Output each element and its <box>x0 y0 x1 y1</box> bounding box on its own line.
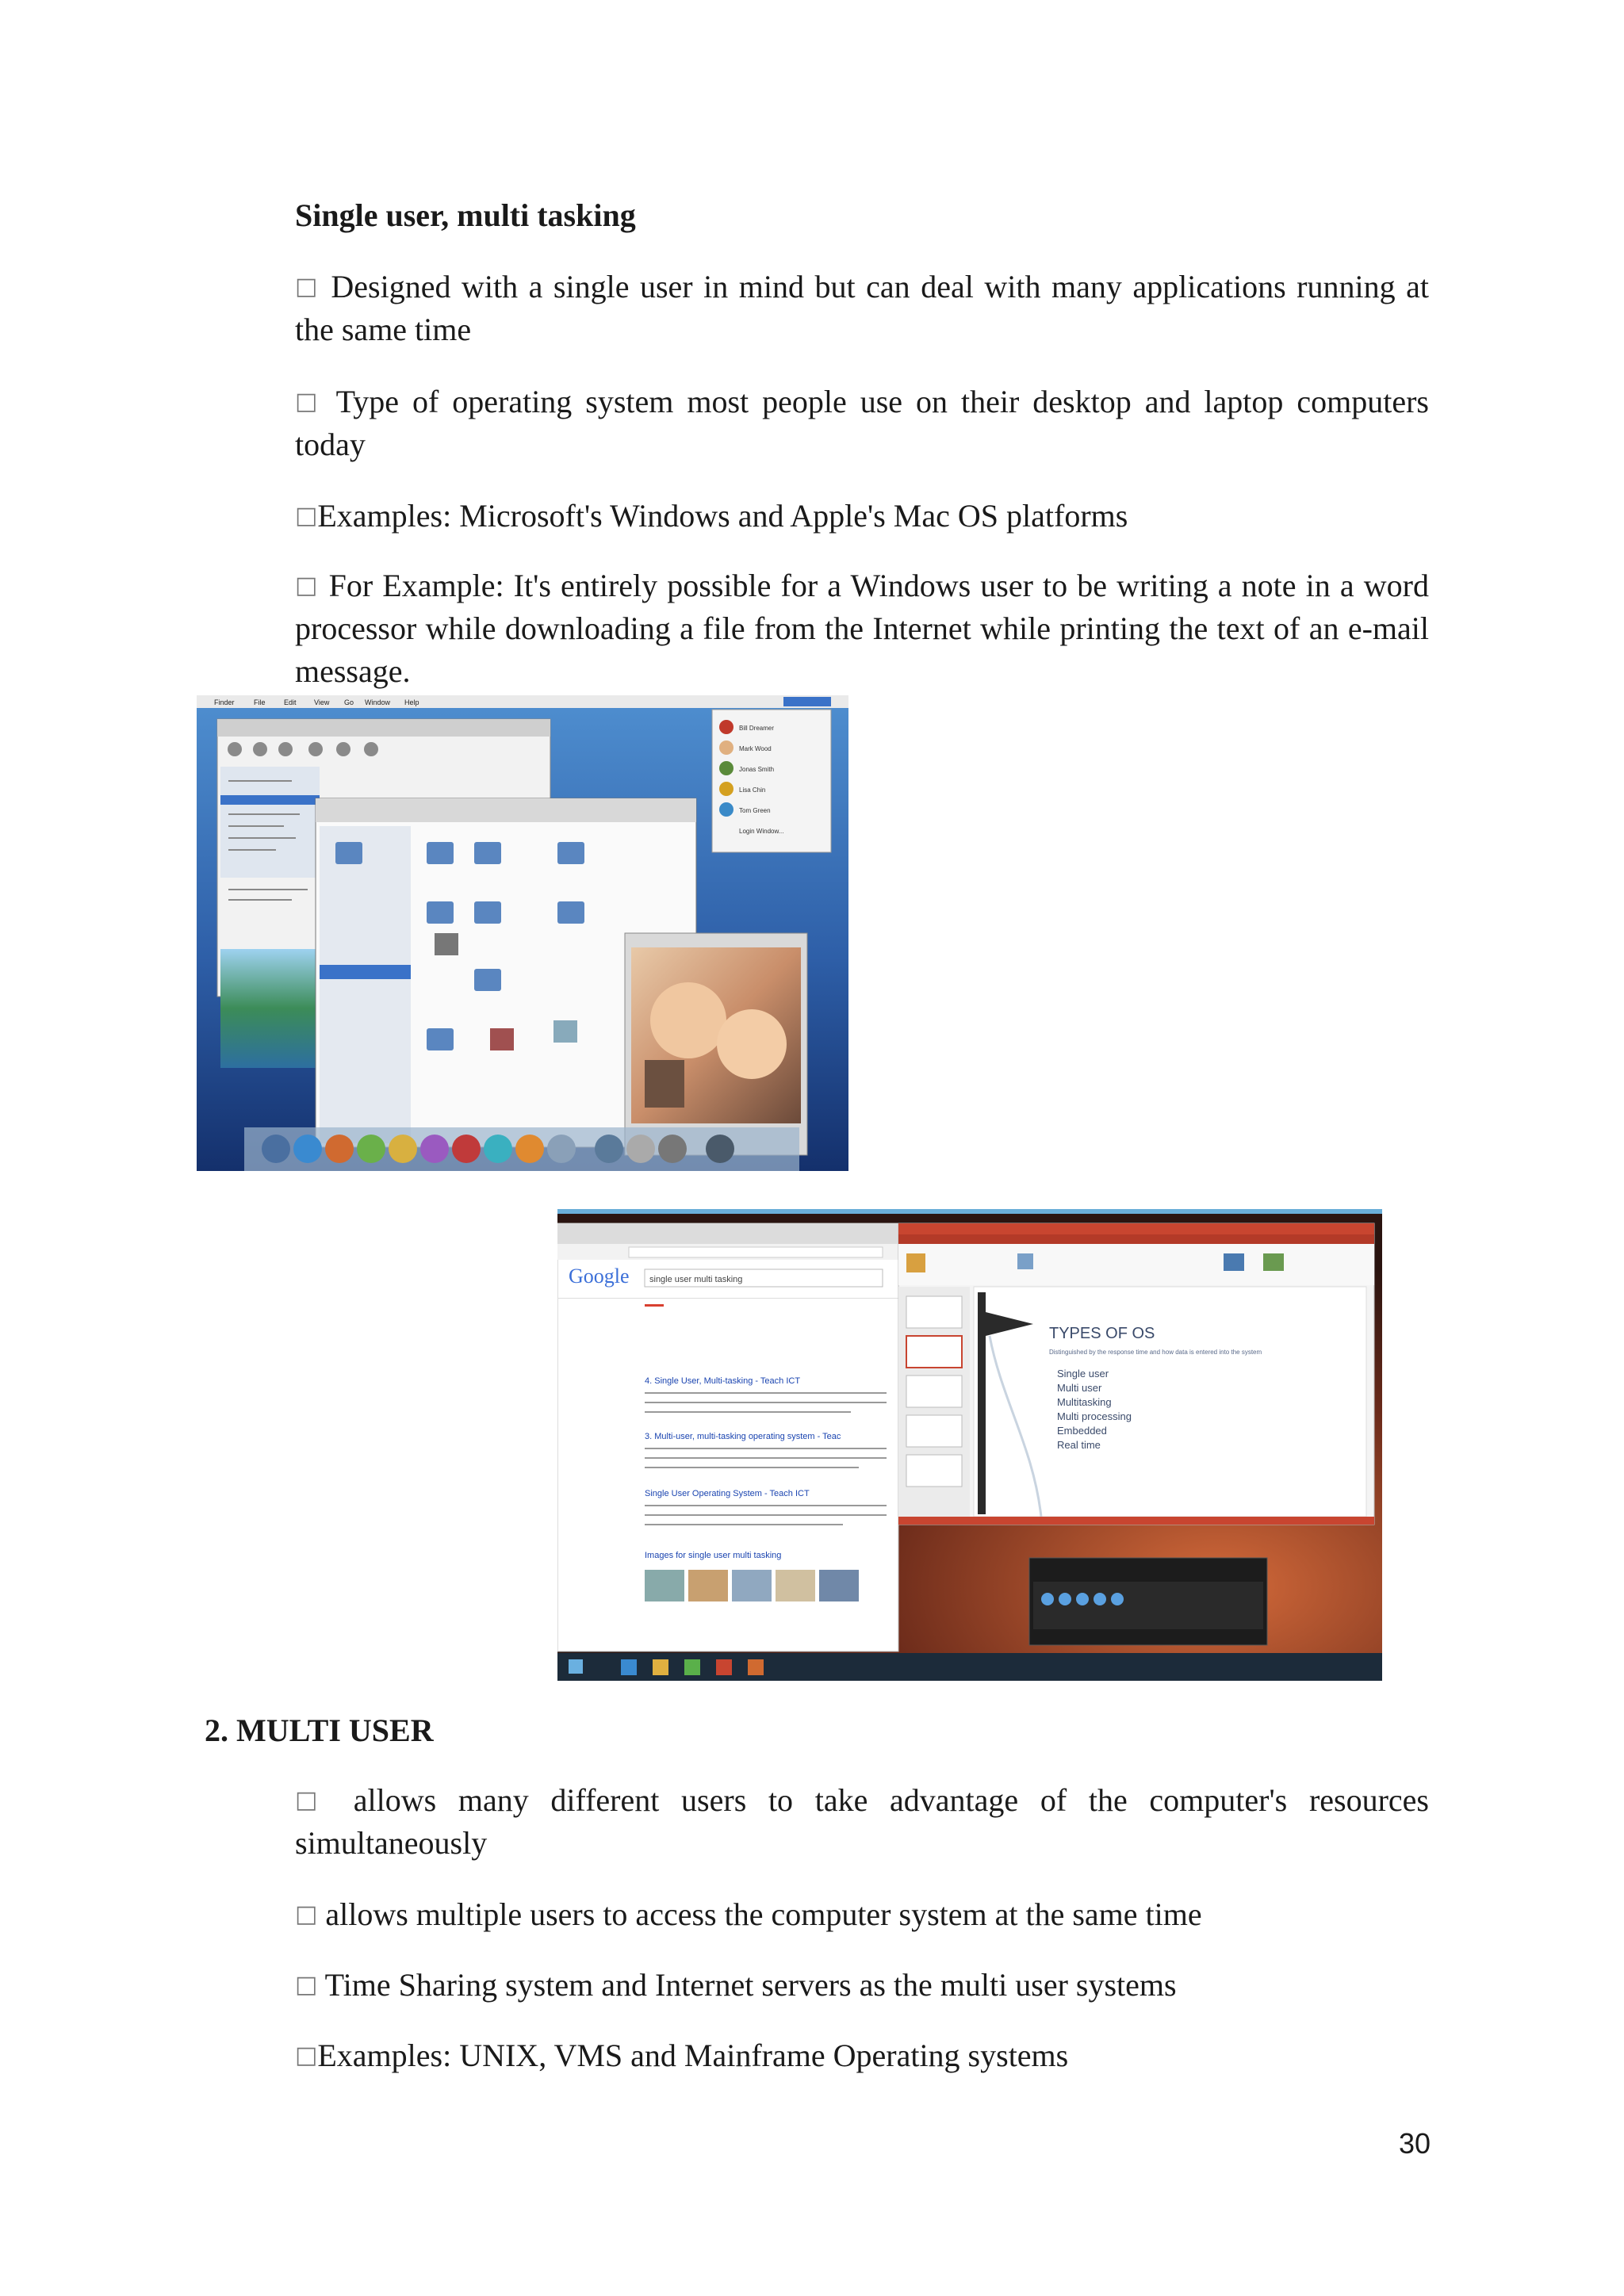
bullet-text: Designed with a single user in mind but can deal with many applications running at the same time <box>295 269 1429 347</box>
result-title: 3. Multi-user, multi-tasking operating system - Teac <box>645 1432 841 1441</box>
section-heading-single-user: Single user, multi tasking <box>295 197 636 233</box>
im-contact: Lisa Chin <box>739 786 766 794</box>
result-title: Single User Operating System - Teach ICT <box>645 1489 810 1498</box>
bullet-item <box>295 381 1429 466</box>
slide-item: Single user <box>1057 1368 1109 1380</box>
bullet-text: allows many different users to take advantage of the computer's resources simultaneously <box>295 1782 1429 1861</box>
slide-item: Embedded <box>1057 1425 1107 1437</box>
mac-desktop-screenshot <box>197 695 848 1171</box>
bullet-text: allows multiple users to access the computer system at the same time <box>325 1896 1202 1932</box>
im-contact: Bill Dreamer <box>739 725 775 732</box>
slide-subtitle: Distinguished by the response time and how data is entered into the system <box>1049 1349 1262 1356</box>
checkbox-bullet-icon: □ <box>295 2042 318 2069</box>
checkbox-bullet-icon: □ <box>295 388 324 415</box>
bullet-item <box>295 266 1429 351</box>
checkbox-bullet-icon: □ <box>295 572 320 599</box>
page-number: 30 <box>1398 2127 1431 2160</box>
bullet-text: Time Sharing system and Internet servers as the multi user systems <box>324 1967 1177 2003</box>
checkbox-bullet-icon: □ <box>295 1900 318 1928</box>
im-contact: Tom Green <box>739 807 771 814</box>
bullet-text: Examples: Microsoft's Windows and Apple's Mac OS platforms <box>317 498 1128 534</box>
bullet-item <box>295 1779 1429 1865</box>
menu-item: File <box>254 698 266 706</box>
im-contact: Jonas Smith <box>739 766 775 773</box>
menu-item: Window <box>365 698 391 706</box>
bullet-text: Examples: UNIX, VMS and Mainframe Operating systems <box>317 2038 1069 2073</box>
slide-title: TYPES OF OS <box>1049 1325 1155 1342</box>
windows-desktop-screenshot <box>557 1209 1382 1681</box>
slide-item: Multitasking <box>1057 1396 1112 1408</box>
bullet-item <box>295 1893 1429 1936</box>
bullet-item <box>295 1964 1429 2007</box>
checkbox-bullet-icon: □ <box>295 273 320 300</box>
menu-item: View <box>314 698 330 706</box>
checkbox-bullet-icon: □ <box>295 1971 318 1999</box>
bullet-item <box>295 495 1429 538</box>
google-logo: Google <box>569 1265 630 1288</box>
im-contact: Login Window... <box>739 828 784 835</box>
bullet-text: Type of operating system most people use on their desktop and laptop computers today <box>295 384 1429 462</box>
menu-item: Go <box>344 698 354 706</box>
bullet-item <box>295 2034 1429 2077</box>
slide-item: Multi processing <box>1057 1410 1132 1422</box>
bullet-text: For Example: It's entirely possible for a Windows user to be writing a note in a word processor while downloading a file from the Internet while printing the text of an e-mail message. <box>295 568 1429 689</box>
slide-item: Multi user <box>1057 1382 1102 1394</box>
menu-item: Help <box>404 698 419 706</box>
search-query: single user multi tasking <box>649 1275 743 1284</box>
checkbox-bullet-icon: □ <box>295 1786 332 1814</box>
slide-item: Real time <box>1057 1439 1101 1451</box>
bullet-item <box>295 564 1429 693</box>
result-title: 4. Single User, Multi-tasking - Teach ICT <box>645 1376 801 1386</box>
im-contact: Mark Wood <box>739 745 772 752</box>
result-title: Images for single user multi tasking <box>645 1551 782 1560</box>
section-heading-multi-user: 2. MULTI USER <box>205 1712 434 1748</box>
menu-item: Edit <box>284 698 297 706</box>
checkbox-bullet-icon: □ <box>295 502 318 530</box>
menu-item: Finder <box>214 698 235 706</box>
